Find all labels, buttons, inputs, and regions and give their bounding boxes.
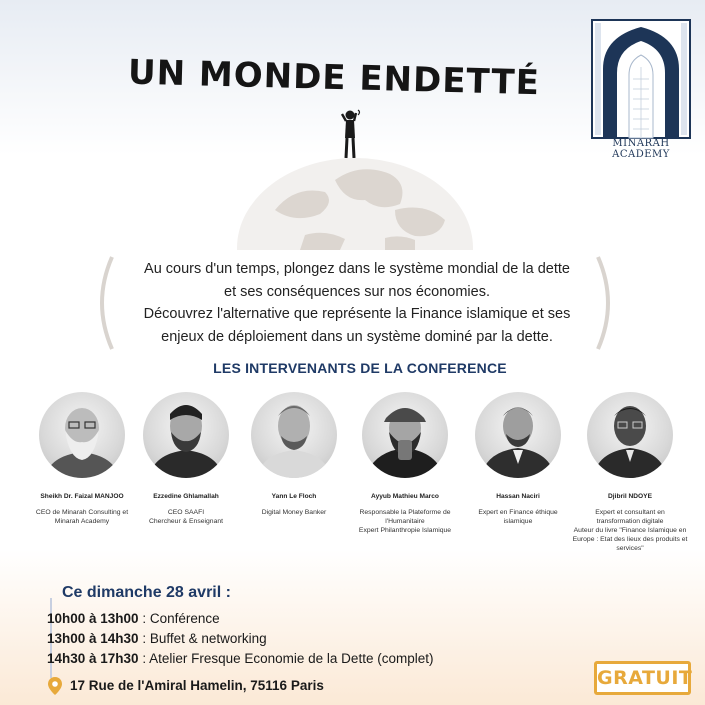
speaker-name: Hassan Naciri xyxy=(496,493,540,500)
location-pin-icon xyxy=(47,676,63,696)
schedule-item xyxy=(47,651,433,666)
speakers-heading: LES INTERVENANTS DE LA CONFERENCE xyxy=(213,360,507,376)
speaker-name: Djibril NDOYE xyxy=(608,493,652,500)
speaker-portrait xyxy=(587,392,673,478)
schedule-item xyxy=(47,611,220,626)
intro-line: Découvrez l'alternative que représente la Finance islamique et ses xyxy=(143,306,571,322)
speaker-card xyxy=(570,392,690,553)
speaker-card xyxy=(22,392,142,526)
globe-illustration xyxy=(235,150,475,250)
event-address: 17 Rue de l'Amiral Hamelin, 75116 Paris xyxy=(70,678,324,693)
schedule-item xyxy=(47,631,267,646)
person-photo-icon xyxy=(362,392,448,478)
speaker-portrait xyxy=(475,392,561,478)
event-title: UN MONDE ENDETTÉ xyxy=(127,52,541,104)
speaker-role: CEO SAAFI Chercheur & Enseignant xyxy=(148,509,224,525)
speaker-portrait xyxy=(39,392,125,478)
speaker-role: Expert en Finance éthique islamique xyxy=(478,509,558,525)
speaker-card xyxy=(234,392,354,517)
minarah-academy-logo xyxy=(589,17,693,157)
schedule-label: : Atelier Fresque Economie de la Dette (complet) xyxy=(138,651,434,666)
schedule-label: : Conférence xyxy=(138,611,220,626)
speaker-role: Responsable la Plateforme de l'Humanitaire Expert Philanthropie Islamique xyxy=(358,509,452,534)
free-badge: GRATUIT xyxy=(594,661,691,695)
speaker-name: Sheikh Dr. Faizal MANJOO xyxy=(40,493,124,500)
person-photo-icon xyxy=(251,392,337,478)
speaker-role: CEO de Minarah Consulting et Minarah Academy xyxy=(35,509,129,525)
speaker-card xyxy=(345,392,465,535)
right-bracket-decoration xyxy=(594,255,618,351)
schedule-time: 13h00 à 14h30 xyxy=(47,631,139,646)
speaker-portrait xyxy=(251,392,337,478)
schedule-time: 10h00 à 13h00 xyxy=(47,611,139,626)
intro-line: enjeux de déploiement dans un système dominé par la dette. xyxy=(161,328,553,345)
intro-line: Au cours d'un temps, plongez dans le système mondial de la dette xyxy=(144,261,570,277)
speaker-card xyxy=(458,392,578,526)
brand-name: MINARAH ACADEMY xyxy=(612,138,670,160)
speaker-card xyxy=(126,392,246,526)
speaker-portrait xyxy=(143,392,229,478)
speaker-name: Ayyub Mathieu Marco xyxy=(371,493,439,500)
schedule-label: : Buffet & networking xyxy=(138,631,267,646)
speaker-role: Expert et consultant en transformation digitale Auteur du livre "Finance Islamique en Europe : Etat des lieux des produits et services" xyxy=(572,509,688,552)
event-date: Ce dimanche 28 avril : xyxy=(62,584,231,601)
speaker-role: Digital Money Banker xyxy=(261,509,327,516)
schedule-time: 14h30 à 17h30 xyxy=(47,651,139,666)
intro-line: et ses conséquences sur nos économies. xyxy=(224,283,490,300)
person-photo-icon xyxy=(143,392,229,478)
person-photo-icon xyxy=(39,392,125,478)
speaker-name: Ezzedine Ghlamallah xyxy=(153,493,219,500)
speaker-name: Yann Le Floch xyxy=(271,493,317,500)
left-bracket-decoration xyxy=(92,255,116,351)
person-photo-icon xyxy=(475,392,561,478)
intro-paragraph xyxy=(118,258,596,348)
person-photo-icon xyxy=(587,392,673,478)
speaker-portrait xyxy=(362,392,448,478)
